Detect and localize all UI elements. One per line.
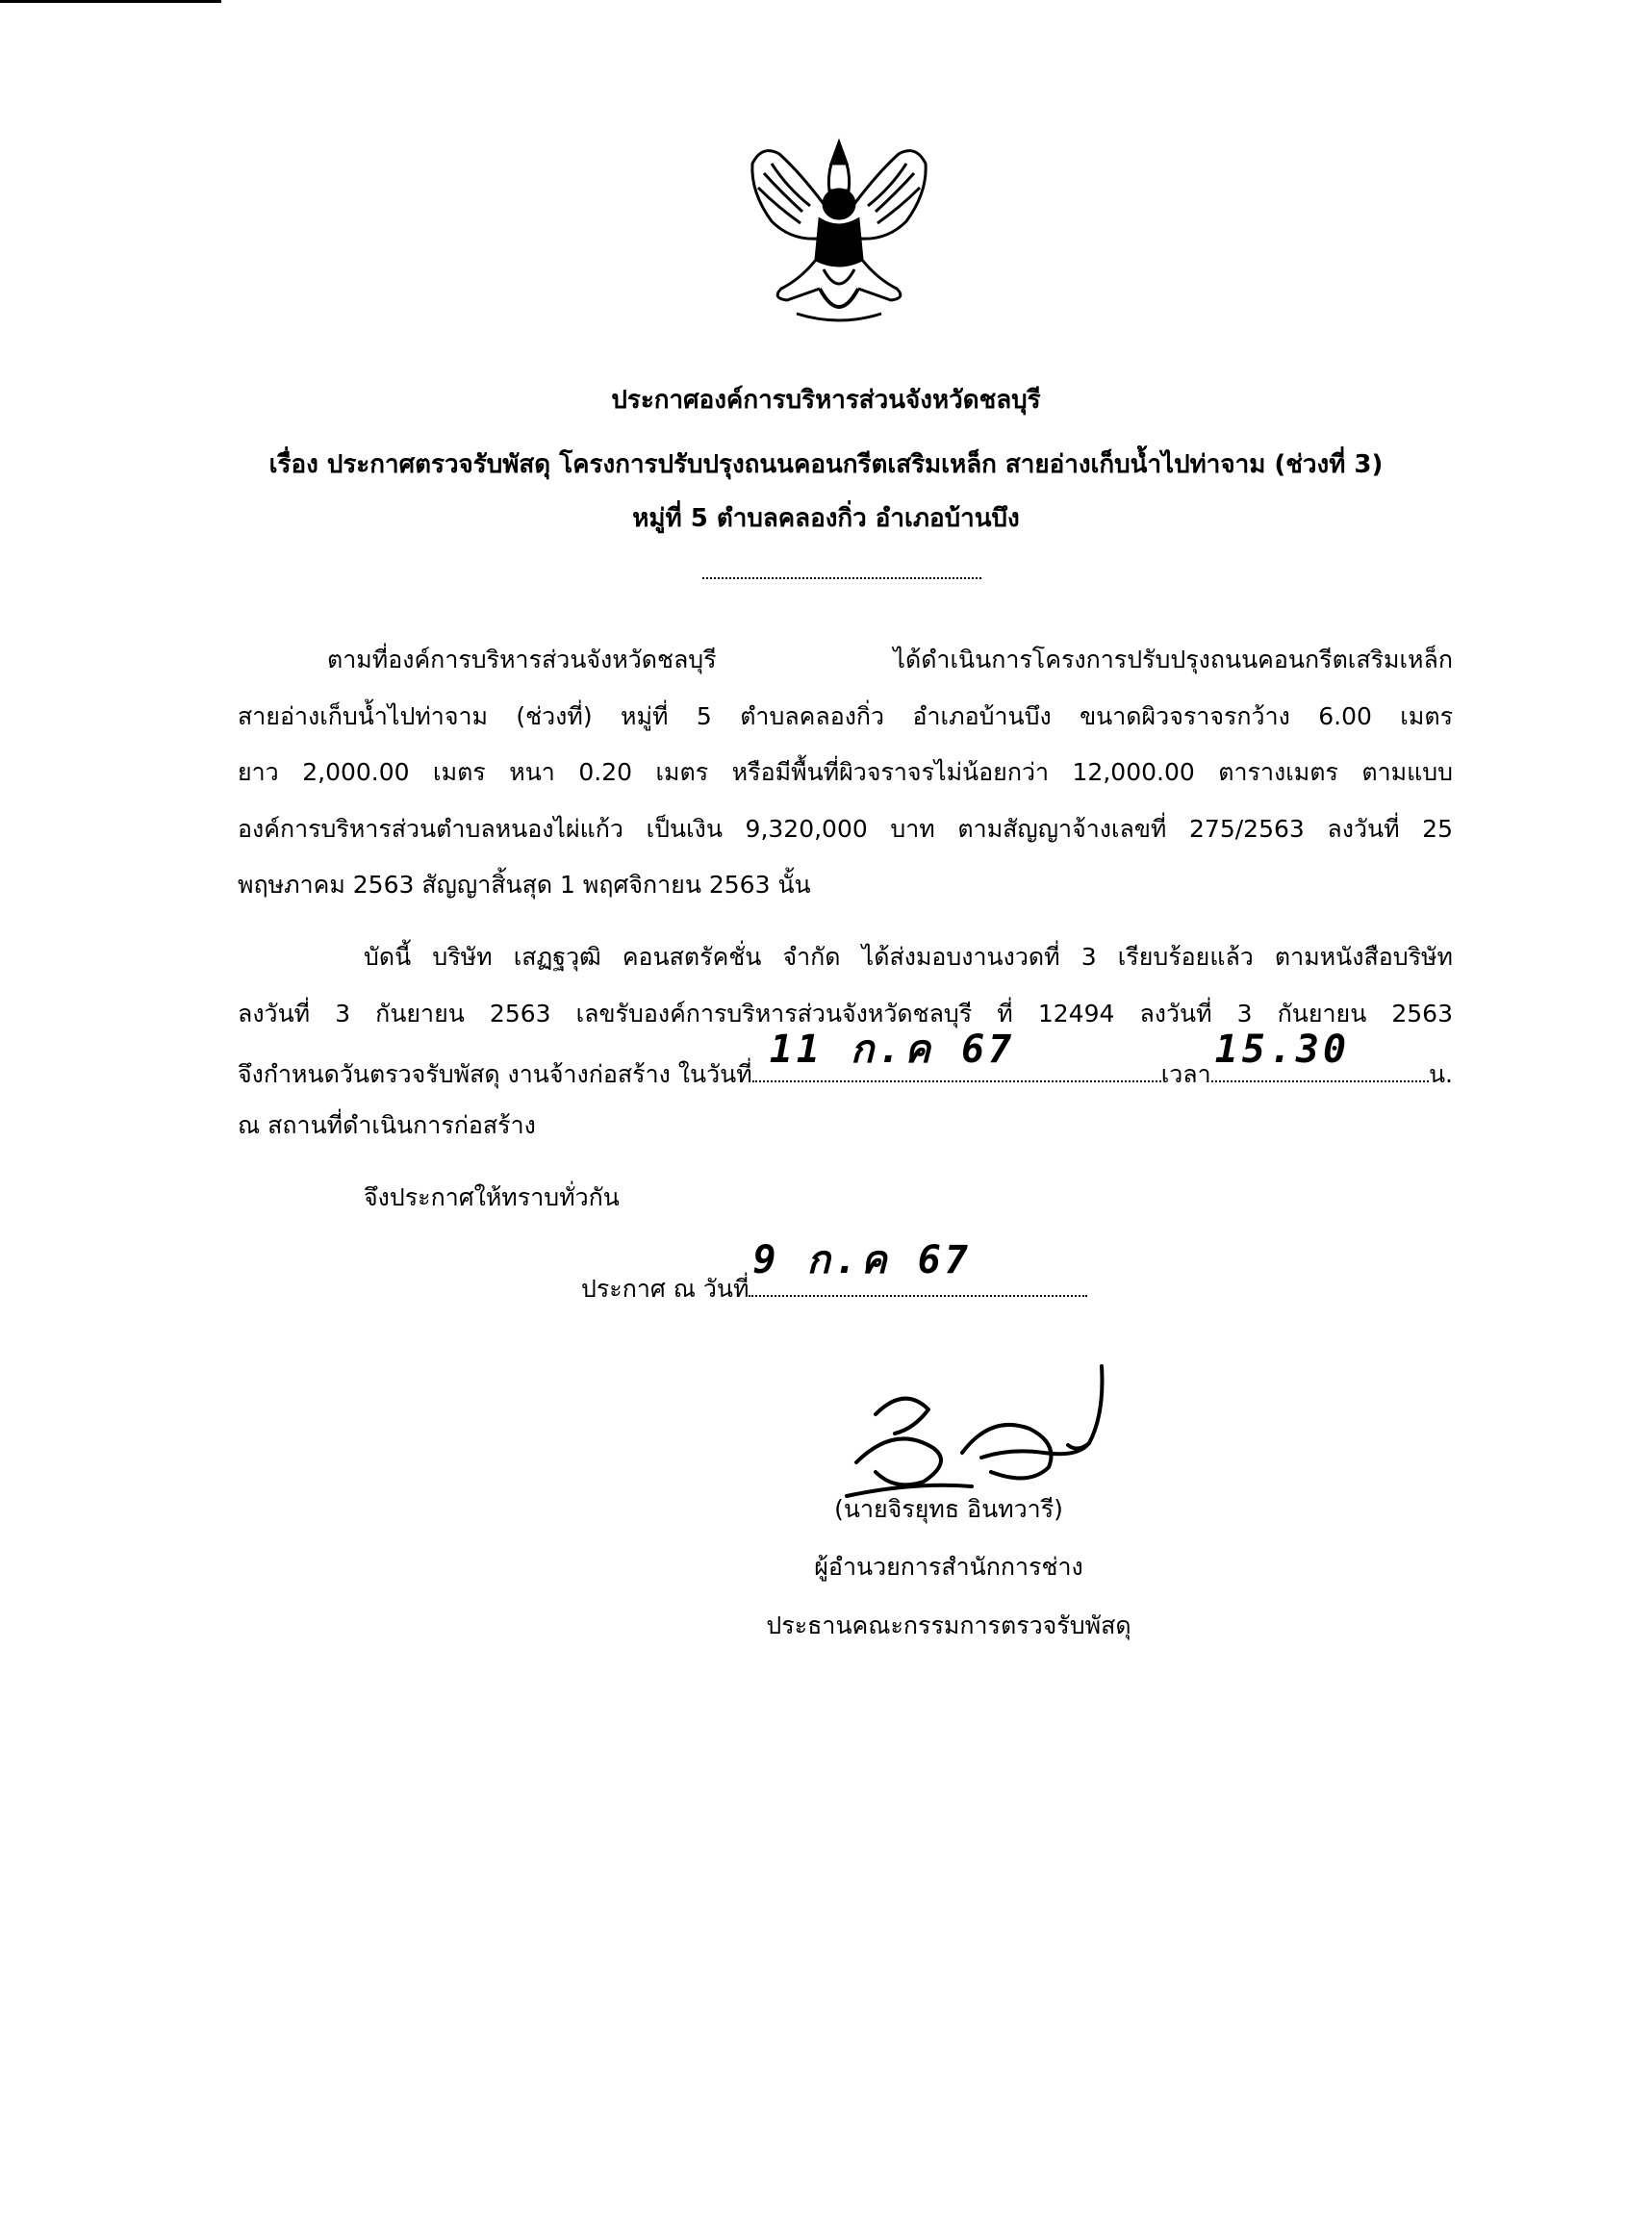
paragraph1-line: สายอ่างเก็บน้ำไปท่าจาม (ช่วงที่) หมู่ที่ 5 ตำบลคลองกิ่ว อำเภอบ้านบึง ขนาดผิวจราจรกว้าง 6.00 เมตร	[238, 702, 1453, 730]
paragraph1-line: ตามที่องค์การบริหารส่วนจังหวัดชลบุรี ได้ดำเนินการโครงการปรับปรุงถนนคอนกรีตเสริมเหล็ก	[327, 646, 1453, 673]
inspection-time-field	[1211, 1028, 1429, 1082]
place-line: ณ สถานที่ดำเนินการก่อสร้าง	[238, 1111, 536, 1139]
announcement-location: หมู่ที่ 5 ตำบลคลองกิ่ว อำเภอบ้านบึง	[632, 504, 1020, 533]
announce-date-field	[749, 1238, 1087, 1297]
announcement-subject: เรื่อง ประกาศตรวจรับพัสดุ โครงการปรับปรุงถนนคอนกรีตเสริมเหล็ก สายอ่างเก็บน้ำไปท่าจาม (ช่วงที่ 3)	[268, 450, 1384, 479]
signatory-name: (นายจิรยุทธ อินทวารี)	[834, 1495, 1063, 1523]
inspection-date-field	[752, 1028, 1161, 1082]
announcement-title: ประกาศองค์การบริหารส่วนจังหวัดชลบุรี	[611, 386, 1041, 415]
paragraph2-line: บัดนี้ บริษัท เสฏฐวุฒิ คอนสตรัคชั่น จำกัด ได้ส่งมอบงานงวดที่ 3 เรียบร้อยแล้ว ตามหนังสือบริษัท	[364, 943, 1453, 971]
inspection-time-handwritten: 15.30	[1214, 1028, 1351, 1072]
inspection-time-label: เวลา	[1160, 1060, 1211, 1088]
signatory-role: ประธานคณะกรรมการตรวจรับพัสดุ	[766, 1611, 1131, 1639]
inspection-date-label: จึงกำหนดวันตรวจรับพัสดุ งานจ้างก่อสร้าง ในวันที่	[238, 1060, 752, 1088]
inspection-schedule-line	[238, 1028, 1453, 1088]
paragraph2-line: ลงวันที่ 3 กันยายน 2563 เลขรับองค์การบริหารส่วนจังหวัดชลบุรี ที่ 12494 ลงวันที่ 3 กันยายน 2563	[238, 1000, 1453, 1028]
announce-date-handwritten: 9 ก.ค 67	[752, 1238, 972, 1282]
handwritten-signature	[837, 1357, 1126, 1510]
title-separator	[702, 577, 981, 579]
paragraph1-line: พฤษภาคม 2563 สัญญาสิ้นสุด 1 พฤศจิกายน 2563 นั้น	[238, 871, 811, 899]
closing-line: จึงประกาศให้ทราบทั่วกัน	[364, 1183, 620, 1211]
announce-date-label: ประกาศ ณ วันที่	[581, 1275, 750, 1303]
signatory-position: ผู้อำนวยการสำนักการช่าง	[814, 1553, 1083, 1581]
garuda-emblem-icon	[743, 135, 935, 332]
time-unit: น.	[1428, 1060, 1453, 1088]
paragraph1-line: ยาว 2,000.00 เมตร หนา 0.20 เมตร หรือมีพื้นที่ผิวจราจรไม่น้อยกว่า 12,000.00 ตารางเมตร ตามแบบ	[238, 758, 1453, 786]
paragraph1-line: องค์การบริหารส่วนตำบลหนองไผ่แก้ว เป็นเงิน 9,320,000 บาท ตามสัญญาจ้างเลขที่ 275/2563 ลงวันที่ 25	[238, 815, 1453, 843]
inspection-date-handwritten: 11 ก.ค 67	[769, 1028, 1016, 1072]
scan-edge-mark	[0, 0, 221, 3]
announce-date-line	[581, 1238, 1087, 1303]
